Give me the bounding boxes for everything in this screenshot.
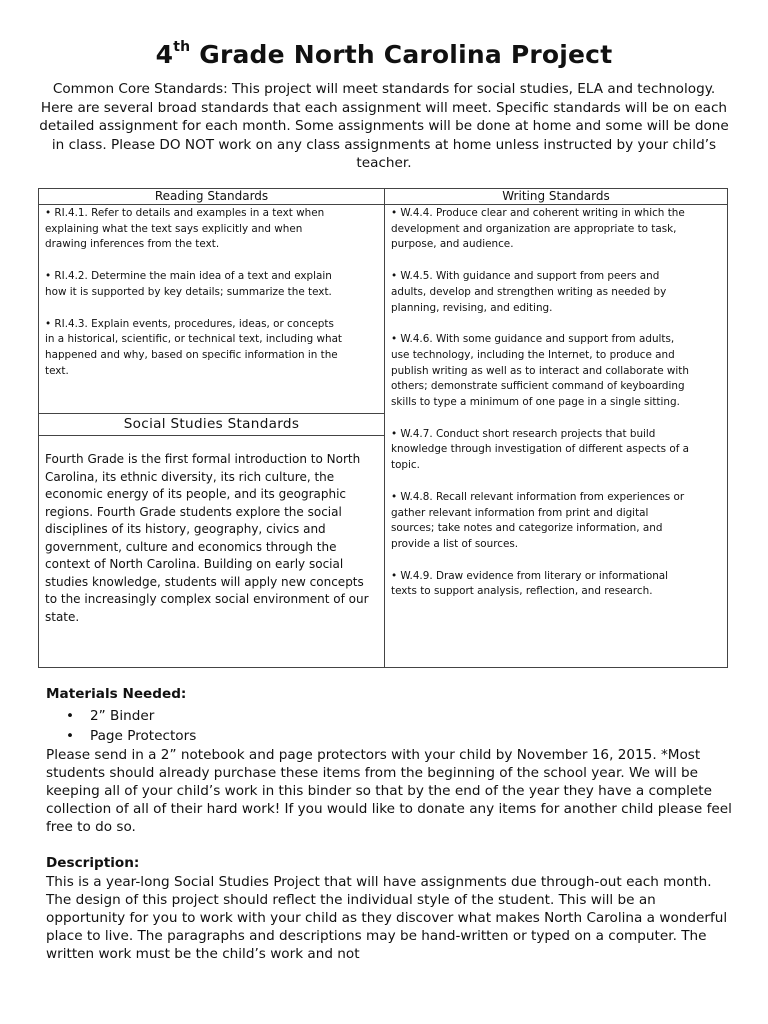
list-item: • RI.4.1. Refer to details and examples in a text when explaining what the text says explicitly and when drawing inferences from the text.	[45, 207, 325, 251]
list-item: • 2” Binder	[66, 706, 196, 726]
materials-heading: Materials Needed:	[46, 686, 187, 702]
writing-standards-list	[391, 206, 691, 616]
materials-paragraph: Please send in a 2” notebook and page protectors with your child by November 16, 2015. *Most students should already purchase these items from the beginning of the school year. We will be keeping all of your child’s work in this binder so that by the end of the year they have a complete collection of all of their hard work! If you would like to donate any items for another child please feel free to do so.	[46, 747, 732, 835]
social-studies-text: Fourth Grade is the first formal introduction to North Carolina, its ethnic diversity, its rich culture, the economic energy of its people, and its geographic regions. Fourth Grade students explore the social disciplines of its history, geography, civics and government, culture and economics through the context of North Carolina. Building on early social studies knowledge, students will apply new concepts to the increasingly complex social environment of our state.	[45, 452, 369, 624]
list-item: • W.4.8. Recall relevant information from experiences or gather relevant information from print and digital sources; take notes and categorize information, and provide a list of sources.	[391, 490, 685, 550]
writing-standards-heading: Writing Standards	[502, 189, 610, 203]
column-divider	[384, 189, 385, 667]
social-studies-heading: Social Studies Standards	[39, 413, 384, 436]
list-item: • W.4.9. Draw evidence from literary or informational texts to support analysis, reflection, and research.	[391, 569, 669, 598]
title-text: Grade North Carolina Project	[190, 40, 613, 69]
list-item: • W.4.4. Produce clear and coherent writing in which the development and organization are appropriate to task, purpose, and audience.	[391, 207, 685, 251]
reading-standards-heading: Reading Standards	[154, 189, 269, 203]
list-item: • RI.4.2. Determine the main idea of a text and explain how it is supported by key details; summarize the text.	[45, 270, 332, 298]
description-heading: Description:	[46, 855, 140, 871]
intro-paragraph: Common Core Standards: This project will meet standards for social studies, ELA and technology. Here are several broad standards that each assignment will meet. Specific standards will be on each detailed assignment for each month. Some assignments will be done at home and some will be done in class. Please DO NOT work on any class assignments at home unless instructed by your child’s teacher.	[39, 81, 729, 172]
description-paragraph: This is a year-long Social Studies Project that will have assignments due through-out each month. The design of this project should reflect the individual style of the student. This will be an opportunity for you to work with your child as they discover what makes North Carolina a wonderful place to live. The paragraphs and descriptions may be hand-written or typed on a computer. The written work must be the child’s work and not	[46, 874, 728, 962]
standards-table	[38, 188, 728, 668]
list-item: • W.4.5. With guidance and support from peers and adults, develop and strengthen writing as needed by planning, revising, and editing.	[391, 270, 667, 314]
title-superscript: th	[173, 39, 191, 55]
title-grade-number: 4	[155, 40, 174, 69]
page-title	[0, 40, 768, 69]
list-item: • W.4.7. Conduct short research projects that build knowledge through investigation of different aspects of a topic.	[391, 427, 690, 472]
list-item: • W.4.6. With some guidance and support from adults, use technology, including the Internet, to produce and publish writing as well as to interact and collaborate with others; demonstrate sufficient command of keyboarding skills to type a minimum of one page in a single sitting.	[391, 333, 689, 409]
reading-standards-list	[45, 206, 345, 395]
list-item: • Page Protectors	[66, 726, 196, 746]
materials-list	[66, 706, 196, 746]
list-item: • RI.4.3. Explain events, procedures, ideas, or concepts in a historical, scientific, or technical text, including what happened and why, based on specific information in the text.	[45, 317, 343, 377]
header-divider	[39, 204, 727, 205]
